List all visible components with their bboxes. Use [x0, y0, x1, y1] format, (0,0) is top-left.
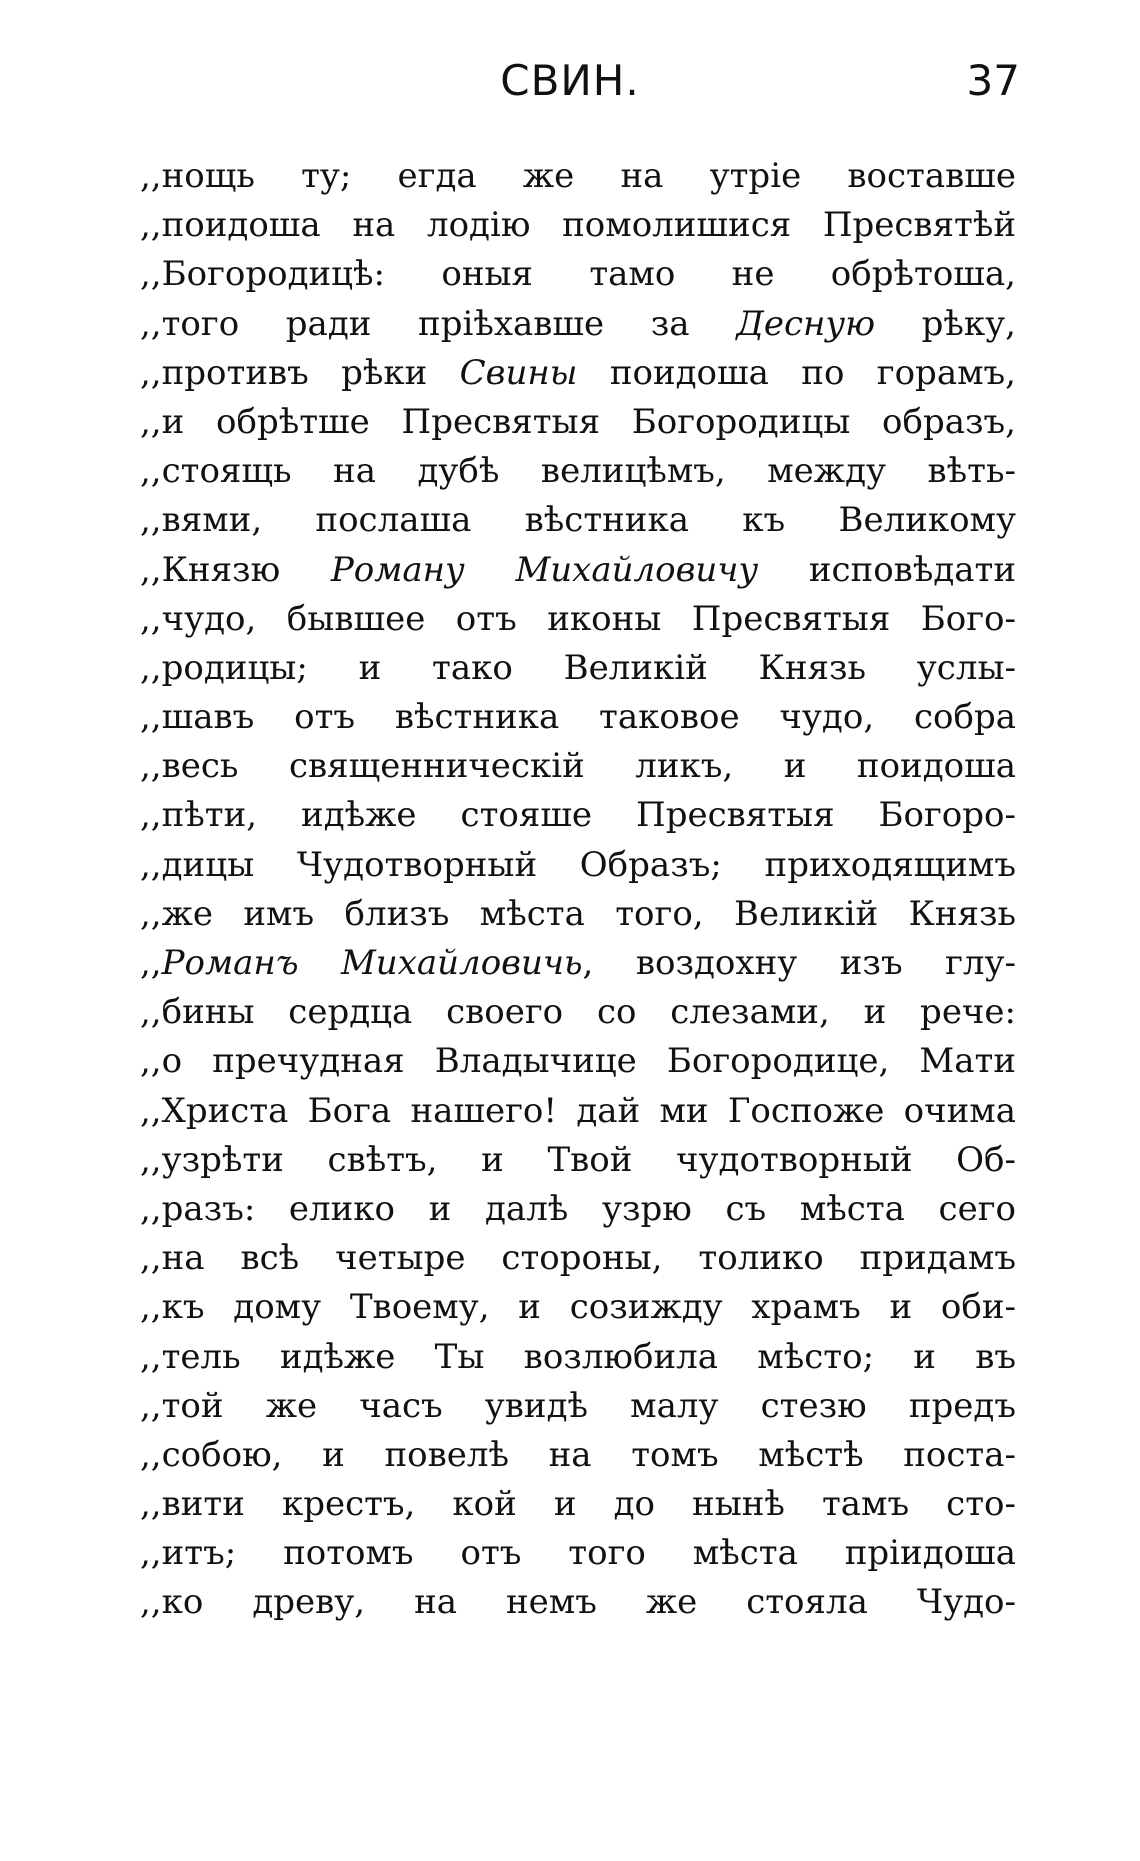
- text-run: ,,и обрѣтше Пресвятыя Богородицы образъ,: [140, 401, 1016, 442]
- text-line: [140, 1087, 1016, 1136]
- text-run: ,,ко древу, на немъ же стояла Чудо-: [140, 1582, 1016, 1623]
- text-line: [140, 1037, 1016, 1086]
- text-line: [140, 693, 1016, 742]
- body-text: [140, 152, 1016, 1628]
- text-line: [140, 398, 1016, 447]
- text-line: [140, 890, 1016, 939]
- text-line: [140, 1431, 1016, 1480]
- text-line: [140, 1136, 1016, 1185]
- text-line: [140, 496, 1016, 545]
- text-line: [140, 1234, 1016, 1283]
- running-head-title: СВИН.: [500, 56, 640, 105]
- text-run: ,,нощь ту; егда же на утріе воставше: [140, 156, 1016, 196]
- text-run: ,,Христа Бога нашего! дай ми Госпоже очима: [140, 1090, 1016, 1131]
- page-number: 37: [966, 56, 1020, 105]
- italic-name: Десную: [736, 303, 876, 344]
- text-run: ,,пѣти, идѣже стояше Пресвятыя Богоро-: [140, 795, 1016, 836]
- text-line: [140, 1529, 1016, 1578]
- text-line: [140, 201, 1016, 250]
- text-run: ,,узрѣти свѣтъ, и Твой чудотворный Об-: [140, 1139, 1016, 1180]
- text-run: ,,къ дому Твоему, и созижду храмъ и оби-: [140, 1287, 1016, 1328]
- text-run: ,,той же часъ увидѣ малу стезю предъ: [140, 1385, 1016, 1426]
- text-run: ,,Князю: [140, 549, 331, 590]
- text-run: ,,поидоша на лодію помолишися Пресвятѣй: [140, 205, 1016, 246]
- text-run: ,,Богородицѣ: оныя тамо не обрѣтоша,: [140, 254, 1016, 295]
- text-run: ,,собою, и повелѣ на томъ мѣстѣ поста-: [140, 1434, 1016, 1475]
- text-line: [140, 939, 1016, 988]
- text-run: ,,: [140, 943, 162, 983]
- text-run: поидоша по горамъ,: [577, 352, 1016, 393]
- text-line: [140, 742, 1016, 791]
- text-run: ,,итъ; потомъ отъ того мѣста пріидоша: [140, 1533, 1016, 1574]
- italic-name: Свины: [459, 352, 578, 393]
- text-run: ,,вями, послаша вѣстника къ Великому: [140, 500, 1016, 541]
- text-run: ,,родицы; и тако Великій Князь услы-: [140, 647, 1016, 688]
- text-line: [140, 152, 1016, 201]
- text-line: [140, 546, 1016, 595]
- text-line: [140, 841, 1016, 890]
- text-line: [140, 250, 1016, 299]
- text-line: [140, 349, 1016, 398]
- text-line: [140, 1283, 1016, 1332]
- text-run: ,,того ради пріѣхавше за: [140, 303, 737, 344]
- running-head: [120, 52, 1020, 112]
- text-run: ,,стоящь на дубѣ велицѣмъ, между вѣть-: [140, 451, 1016, 492]
- text-run: ,,дицы Чудотворный Образъ; приходящимъ: [140, 844, 1016, 885]
- text-run: ,,о пречудная Владычице Богородице, Мати: [140, 1041, 1016, 1082]
- text-run: ,,разъ: елико и далѣ узрю съ мѣста сего: [140, 1188, 1016, 1229]
- text-line: [140, 447, 1016, 496]
- text-line: [140, 300, 1016, 349]
- text-line: [140, 1185, 1016, 1234]
- text-line: [140, 595, 1016, 644]
- text-run: , воздохну изъ глу-: [582, 943, 1016, 983]
- text-run: ,,бины сердца своего со слезами, и рече:: [140, 992, 1016, 1033]
- text-line: [140, 988, 1016, 1037]
- text-run: рѣку,: [875, 303, 1016, 344]
- italic-name: Роману Михайловичу: [330, 549, 759, 590]
- text-run: ,,весь священническій ликъ, и поидоша: [140, 746, 1016, 787]
- italic-name: Романъ Михайловичь: [161, 943, 583, 983]
- text-line: [140, 1333, 1016, 1382]
- text-run: ,,шавъ отъ вѣстника таковое чудо, собра: [140, 697, 1016, 738]
- text-line: [140, 1578, 1016, 1627]
- text-run: ,,тель идѣже Ты возлюбила мѣсто; и въ: [140, 1336, 1016, 1377]
- text-run: исповѣдати: [758, 549, 1016, 590]
- text-line: [140, 1382, 1016, 1431]
- text-line: [140, 1480, 1016, 1529]
- text-line: [140, 791, 1016, 840]
- text-run: ,,вити крестъ, кой и до нынѣ тамъ сто-: [140, 1484, 1016, 1525]
- text-run: ,,на всѣ четыре стороны, толико придамъ: [140, 1238, 1016, 1279]
- text-run: ,,чудо, бывшее отъ иконы Пресвятыя Бого-: [140, 598, 1016, 639]
- text-run: ,,же имъ близъ мѣста того, Великій Князь: [140, 893, 1016, 934]
- text-line: [140, 644, 1016, 693]
- text-run: ,,противъ рѣки: [140, 352, 460, 393]
